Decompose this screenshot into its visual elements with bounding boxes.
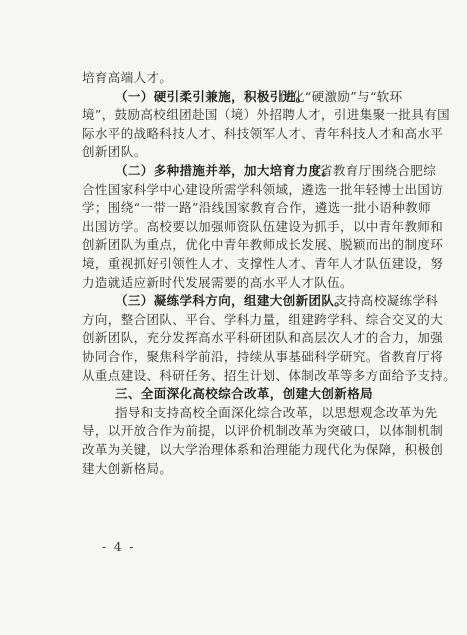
page-number: - 4 - (102, 540, 136, 554)
paragraph-line: 支持高校凝练学科 (335, 293, 439, 309)
paragraph-line: 导，以开放合作为前提，以评价机制改革为突破口，以体制机制 (82, 423, 444, 439)
section-heading: （三）凝练学科方向，组建大创新团队。 (115, 293, 348, 309)
paragraph-line: 培育高端人才。 (82, 70, 173, 85)
paragraph-line: 协同合作，聚焦科学前沿，持续从事基础科学研究。省教育厅将 (82, 349, 444, 364)
section-heading: 三、全面深化高校综合改革，创建大创新格局 (115, 386, 374, 402)
paragraph-line: 境”，鼓励高校组团赴国（境）外招聘人才，引进集聚一批具有国 (82, 107, 450, 123)
paragraph-line: 方向，整合团队、平台、学科力量，组建跨学科、综合交叉的大 (82, 311, 444, 327)
paragraph-line: 指导和支持高校全面深化综合改革，以思想观念改革为先 (115, 404, 438, 420)
paragraph-line: 从重点建设、科研任务、招生计划、体制改革等多方面给予支持。 (82, 367, 457, 383)
paragraph-line: 境，重视抓好引领性人才、支撑性人才、青年人才队伍建设，努 (82, 256, 444, 271)
paragraph-line: 合性国家科学中心建设所需学科领域，遴选一批年轻博士出国访 (82, 181, 444, 197)
paragraph-line: 出国访学。高校要以加强师资队伍建设为抓手，以中青年教师和 (82, 218, 444, 234)
section-heading: （二）多种措施并举，加大培育力度。 (115, 163, 335, 178)
paragraph-line: 创新团队。 (82, 144, 147, 160)
paragraph-line: 力造就适应新时代发展需要的高水平人才队伍。 (82, 274, 353, 290)
paragraph-line: 际水平的战略科技人才、科技领军人才、青年科技人才和高水平 (82, 125, 444, 141)
paragraph-line: 改革为关键，以大学治理体系和治理能力现代化为保障，积极创 (82, 442, 444, 457)
paragraph-line: 优化“硬激励”与“软环 (279, 88, 403, 104)
paragraph-line: 创新团队，充分发挥高水平科研团队和高层次人才的合力，加强 (82, 330, 444, 346)
paragraph-line: 建大创新格局。 (82, 460, 173, 476)
section-heading: （一）硬引柔引兼施，积极引进。 (115, 88, 309, 104)
paragraph-line: 创新团队为重点，优化中青年教师成长发展、脱颖而出的制度环 (82, 237, 444, 253)
paragraph-line: 省教育厅围绕合肥综 (320, 163, 437, 178)
paragraph-line: 学；围绕“一带一路”沿线国家教育合作，遴选一批小语种教师 (82, 200, 431, 216)
